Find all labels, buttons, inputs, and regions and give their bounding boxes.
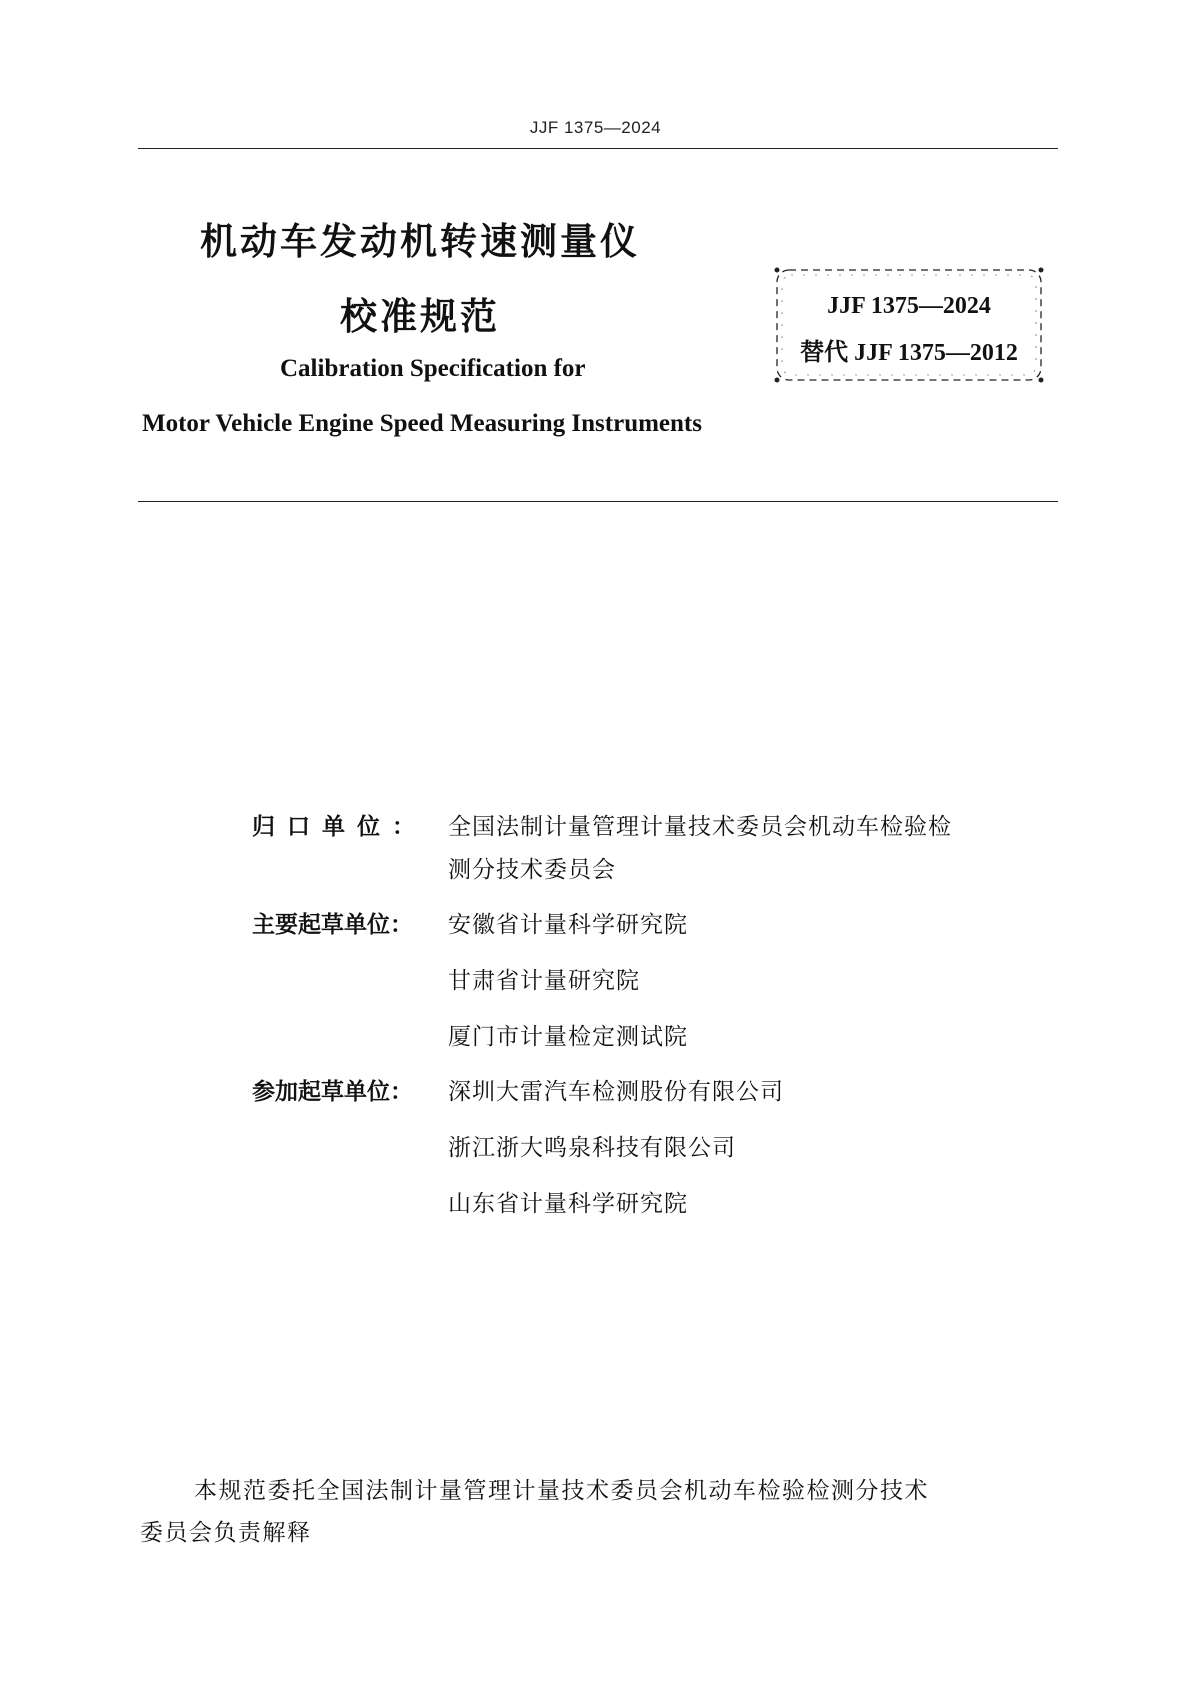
interpretation-note-line1: 本规范委托全国法制计量管理计量技术委员会机动车检验检测分技术	[194, 1478, 929, 1504]
title-en-line2: Motor Vehicle Engine Speed Measuring Instruments	[142, 410, 702, 437]
participating-drafter-item: 浙江浙大鸣泉科技有限公司	[448, 1135, 736, 1161]
replaces-code: 替代 JJF 1375—2012	[800, 340, 1018, 366]
bottom-divider	[138, 501, 1058, 502]
title-cn-line1: 机动车发动机转速测量仪	[200, 220, 640, 263]
responsible-unit-value-line1: 全国法制计量管理计量技术委员会机动车检验检	[448, 814, 952, 840]
participating-drafter-item: 深圳大雷汽车检测股份有限公司	[448, 1079, 784, 1105]
interpretation-note-line2: 委员会负责解释	[140, 1520, 312, 1546]
main-drafter-item: 安徽省计量科学研究院	[448, 912, 688, 938]
main-drafter-item: 厦门市计量检定测试院	[448, 1024, 688, 1050]
participating-drafters-label: 参加起草单位：	[252, 1079, 413, 1105]
responsible-unit-label: 归口单位：	[252, 814, 427, 840]
title-cn-line2: 校准规范	[340, 295, 500, 338]
code-box	[773, 266, 1045, 384]
participating-drafter-item: 山东省计量科学研究院	[448, 1191, 688, 1217]
top-divider	[138, 148, 1058, 149]
header-code: JJF 1375—2024	[529, 118, 662, 137]
responsible-unit-value-line2: 测分技术委员会	[448, 857, 616, 883]
main-drafter-item: 甘肃省计量研究院	[448, 968, 640, 994]
main-drafters-label: 主要起草单位：	[252, 912, 413, 938]
title-en-line1: Calibration Specification for	[280, 355, 586, 382]
standard-code: JJF 1375—2024	[827, 293, 991, 319]
